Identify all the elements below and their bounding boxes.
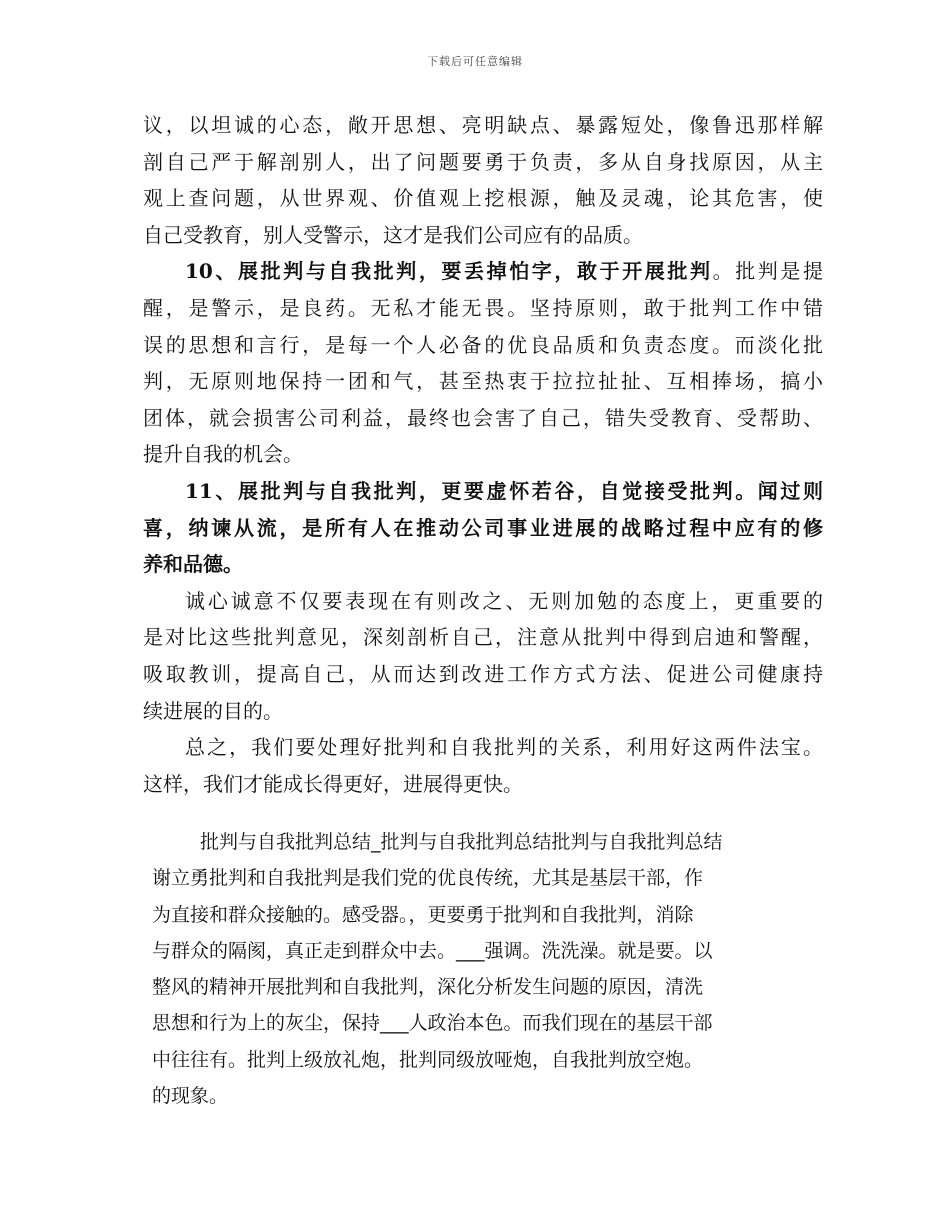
text-line: 为直接和群众接触的。感受器。，更要勇于批判和自我批判，消除 [152, 903, 694, 926]
paragraph-heading-rest: 。批判是提 [712, 259, 824, 284]
page-header: 下载后可任意编辑 [427, 55, 523, 68]
text-line: 11、展批判与自我批判，更要虚怀若谷，自觉接受批判。闻过则 [185, 478, 823, 503]
text-line: 吸取教训，提高自己，从而达到改进工作方式方法、促进公司健康持 [143, 661, 823, 686]
text-line: 整风的精神开展批判和自我批判，深化分析发生问题的原因，清洗 [152, 976, 704, 999]
text-line: 谢立勇批判和自我批判是我们党的优良传统，尤其是基层干部，作 [152, 867, 704, 890]
second-article [152, 824, 802, 1114]
text-line: 是对比这些批判意见，深刻剖析自己，注意从批判中得到启迪和警醒， [143, 625, 823, 650]
text-line [143, 253, 823, 290]
text-line: 醒，是警示，是良药。无私才能无畏。坚持原则，敢于批判工作中错 [143, 295, 823, 320]
text-line: 提升自我的机会。 [143, 442, 303, 467]
text-line: 判，无原则地保持一团和气，甚至热衷于拉拉扯扯、互相捧场，搞小 [143, 369, 823, 394]
text-line: 自己受教育，别人受警示，这才是我们公司应有的品质。 [143, 222, 643, 247]
text-line: 思想和行为上的灰尘，保持___人政治本色。而我们现在的基层干部 [152, 1012, 713, 1035]
text-line: 剖自己严于解剖别人，出了问题要勇于负责，多从自身找原因，从主 [143, 149, 823, 174]
text-line: 观上查问题，从世界观、价值观上挖根源，触及灵魂，论其危害，使 [143, 186, 823, 211]
paragraph-1 [143, 107, 823, 253]
text-line: 中往往有。批判上级放礼炮，批判同级放哑炮，自我批判放空炮。 [152, 1048, 704, 1071]
text-line: 诚心诚意不仅要表现在有则改之、无则加勉的态度上，更重要的 [185, 588, 823, 613]
paragraph-3 [143, 473, 823, 583]
text-line: 这样，我们才能成长得更好，进展得更快。 [143, 771, 523, 796]
text-line: 团体，就会损害公司利益，最终也会害了自己，错失受教育、受帮助、 [143, 405, 823, 430]
text-line: 议，以坦诚的心态，敞开思想、亮明缺点、暴露短处，像鲁迅那样解 [143, 113, 823, 137]
text-line: 喜，纳谏从流，是所有人在推动公司事业进展的战略过程中应有的修 [143, 515, 823, 540]
paragraph-heading: 10、展批判与自我批判，要丢掉怕字，敢于开展批判 [185, 259, 713, 284]
paragraph-5 [143, 729, 823, 802]
text-line: 与群众的隔阂，真正走到群众中去。___强调。洗洗澡。就是要。以 [152, 939, 713, 962]
article-title-line: 批判与自我批判总结_批判与自我批判总结批判与自我批判总结 [200, 831, 723, 853]
paragraph-4 [143, 583, 823, 729]
text-line: 续进展的目的。 [143, 698, 283, 723]
text-line: 误的思想和言行，是每一个人必备的优良品质和负责态度。而淡化批 [143, 332, 823, 357]
text-line: 养和品德。 [143, 552, 243, 577]
paragraph-2 [143, 253, 823, 473]
text-line: 的现象。 [152, 1085, 229, 1108]
text-line: 总之，我们要处理好批判和自我批判的关系，利用好这两件法宝。 [185, 735, 823, 760]
article-body [143, 107, 823, 802]
